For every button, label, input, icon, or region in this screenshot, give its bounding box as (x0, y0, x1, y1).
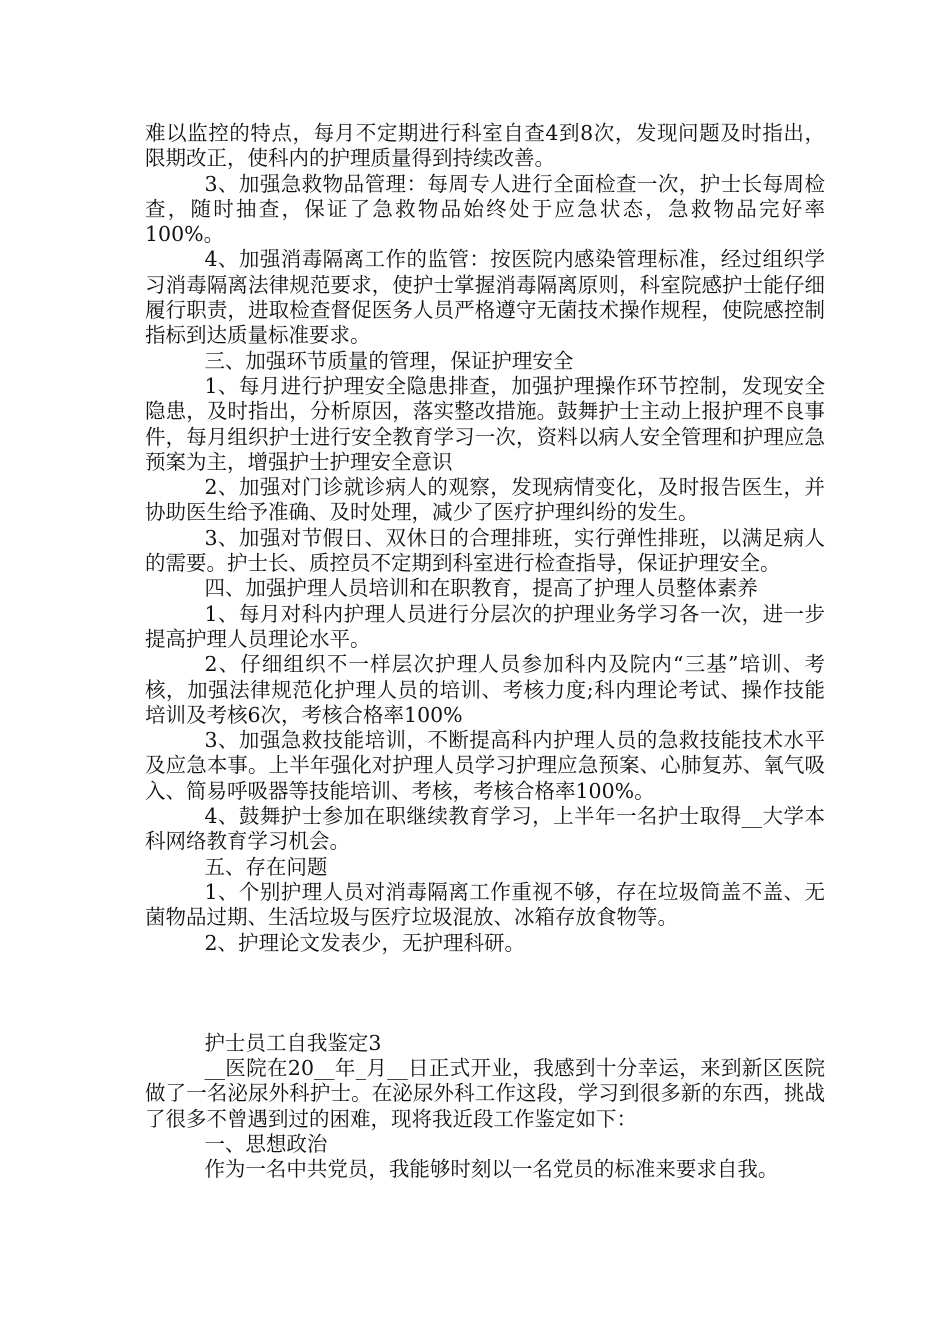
paragraph: 2、加强对门诊就诊病人的观察，发现病情变化，及时报告医生，并协助医生给予准确、及时处理，减少了医疗护理纠纷的发生。 (145, 475, 825, 525)
paragraph: __医院在20__年_月__日正式开业，我感到十分幸运，来到新区医院做了一名泌尿外科护士。在泌尿外科工作这段，学习到很多新的东西，挑战了很多不曾遇到过的困难，现将我近段工作鉴定如下： (145, 1056, 825, 1131)
section-gap (145, 956, 825, 1031)
paragraph: 2、仔细组织不一样层次护理人员参加科内及院内“三基”培训、考核，加强法律规范化护理人员的培训、考核力度;科内理论考试、操作技能培训及考核6次，考核合格率100% (145, 652, 825, 727)
section-heading: 三、加强环节质量的管理，保证护理安全 (204, 348, 574, 373)
paragraph: 3、加强急救物品管理：每周专人进行全面检查一次，护士长每周检查，随时抽查，保证了急救物品始终处于应急状态，急救物品完好率100%。 (145, 171, 825, 247)
document-body (145, 121, 825, 1183)
paragraph: 2、护理论文发表少，无护理科研。 (204, 930, 525, 955)
paragraph: 4、加强消毒隔离工作的监管：按医院内感染管理标准，经过组织学习消毒隔离法律规范要求，使护士掌握消毒隔离原则，科室院感护士能仔细履行职责，进取检查督促医务人员严格遵守无菌技术操作规程，使院感控制指标到达质量标准要求。 (145, 247, 825, 348)
section-heading: 四、加强护理人员培训和在职教育，提高了护理人员整体素养 (204, 576, 758, 601)
paragraph: 1、个别护理人员对消毒隔离工作重视不够，存在垃圾筒盖不盖、无菌物品过期、生活垃圾与医疗垃圾混放、冰箱存放食物等。 (145, 879, 825, 930)
section-heading: 一、思想政治 (204, 1131, 328, 1156)
paragraph: 3、加强对节假日、双休日的合理排班，实行弹性排班，以满足病人的需要。护士长、质控员不定期到科室进行检查指导，保证护理安全。 (145, 525, 825, 576)
section-heading: 五、存在问题 (204, 854, 328, 879)
document-title: 护士员工自我鉴定3 (204, 1030, 382, 1055)
paragraph: 4、鼓舞护士参加在职继续教育学习，上半年一名护士取得__大学本科网络教育学习机会。 (145, 804, 825, 854)
paragraph: 难以监控的特点，每月不定期进行科室自查4到8次，发现问题及时指出，限期改正，使科内的护理质量得到持续改善。 (145, 121, 825, 171)
paragraph: 1、每月进行护理安全隐患排查，加强护理操作环节控制，发现安全隐患，及时指出，分析原因，落实整改措施。鼓舞护士主动上报护理不良事件，每月组织护士进行安全教育学习一次，资料以病人安全管理和护理应急预案为主，增强护士护理安全意识 (145, 373, 825, 474)
paragraph: 3、加强急救技能培训，不断提高科内护理人员的急救技能技术水平及应急本事。上半年强化对护理人员学习护理应急预案、心肺复苏、氧气吸入、简易呼吸器等技能培训、考核，考核合格率100%。 (145, 728, 825, 803)
paragraph: 作为一名中共党员，我能够时刻以一名党员的标准来要求自我。 (204, 1157, 779, 1182)
paragraph: 1、每月对科内护理人员进行分层次的护理业务学习各一次，进一步提高护理人员理论水平。 (145, 601, 825, 651)
